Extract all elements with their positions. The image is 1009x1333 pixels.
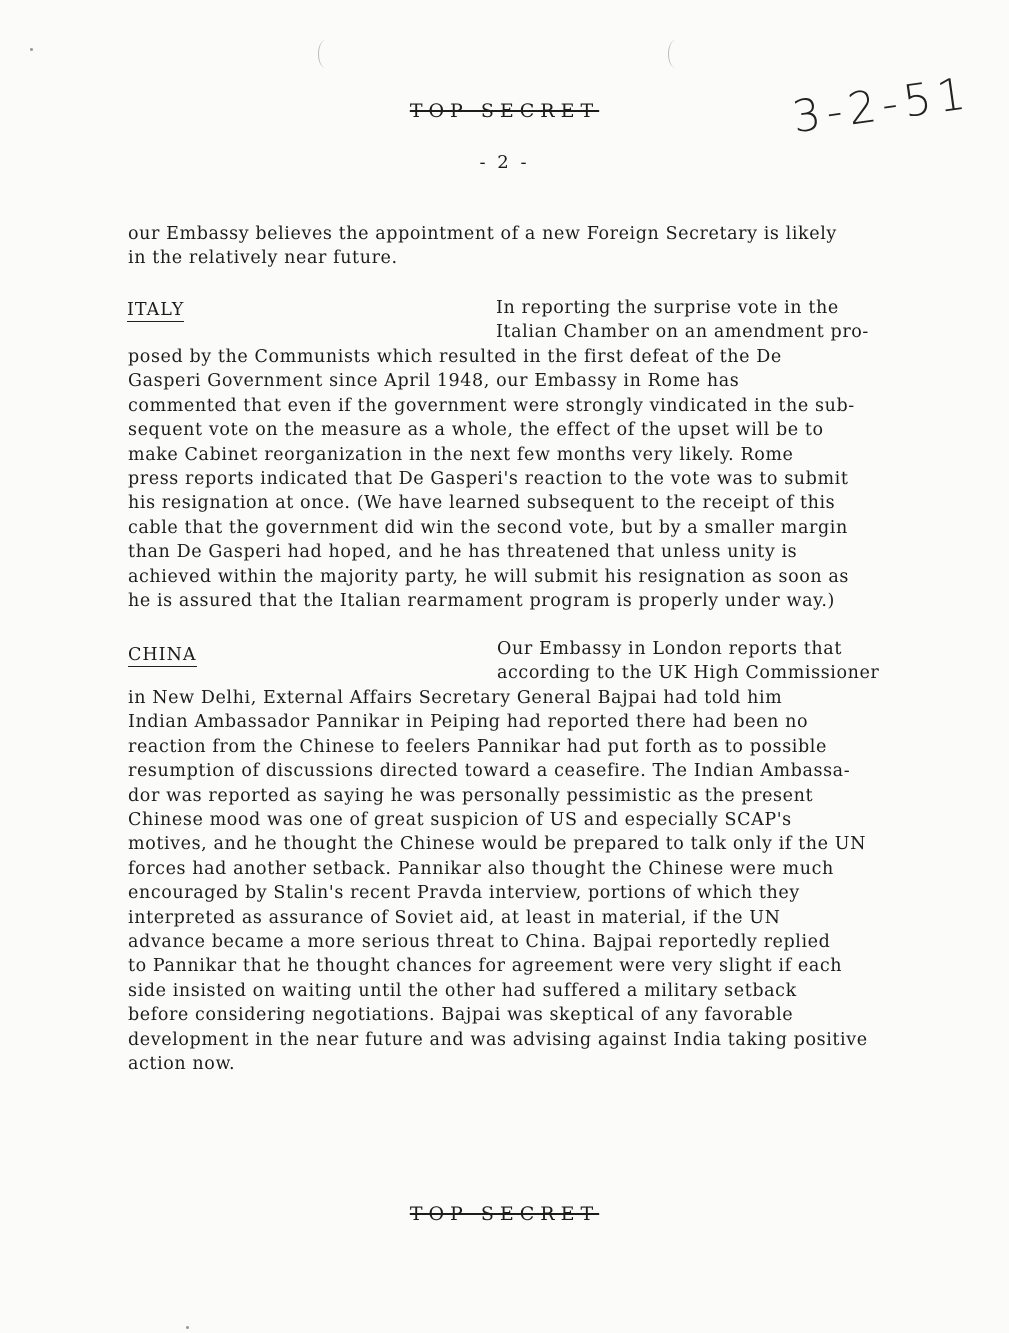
text-line: in New Delhi, External Affairs Secretary General Bajpai had told him [128,688,783,708]
text-line: Gasperi Government since April 1948, our Embassy in Rome has [128,371,740,392]
text-line: encouraged by Stalin's recent Pravda interview, portions of which they [128,883,800,904]
text-line: Indian Ambassador Pannikar in Peiping had reported there had been no [128,712,809,733]
page-number: - 2 - [479,152,530,173]
text-line: Chinese mood was one of great suspicion of US and especially SCAP's [128,810,792,831]
handwritten-date: 3-2-51 [789,67,975,144]
text-line: achieved within the majority party, he will submit his resignation as soon as [128,566,850,587]
text-line: before considering negotiations. Bajpai was skeptical of any favorable [128,1005,794,1026]
text-line: make Cabinet reorganization in the next few months very likely. Rome [128,444,794,465]
text-line: according to the UK High Commissioner [497,663,880,684]
text-line: commented that even if the government were strongly vindicated in the sub- [128,395,855,416]
text-line: side insisted on waiting until the other had suffered a military setback [128,980,797,1001]
text-line: posed by the Communists which resulted in the first defeat of the De [128,347,782,367]
classification-top: TOP SECRET [409,100,600,122]
scan-speck [30,48,33,51]
text-line: reaction from the Chinese to feelers Pannikar had put forth as to possible [128,736,827,757]
text-line: our Embassy believes the appointment of a new Foreign Secretary is likely [128,224,837,244]
text-line: interpreted as assurance of Soviet aid, at least in material, if the UN [128,907,781,928]
text-line: advance became a more serious threat to China. Bajpai reportedly replied [128,932,831,953]
section-heading-italy: ITALY [127,300,185,320]
text-line: sequent vote on the measure as a whole, the effect of the upset will be to [128,420,824,441]
scan-speck [186,1326,189,1329]
text-line: press reports indicated that De Gasperi's reaction to the vote was to submit [128,469,849,490]
text-line: than De Gasperi had hoped, and he has threatened that unless unity is [128,542,798,563]
china-paragraph-body [128,686,868,1077]
italy-paragraph-indent [496,296,869,345]
section-heading-china: CHINA [128,645,197,665]
text-line: motives, and he thought the Chinese would be prepared to talk only if the UN [128,834,867,855]
text-line: to Pannikar that he thought chances for agreement were very slight if each [128,956,843,977]
text-line: Italian Chamber on an amendment pro- [496,322,869,343]
text-line: development in the near future and was advising against India taking positive [128,1029,868,1050]
text-line: he is assured that the Italian rearmament program is properly under way.) [128,591,835,612]
classification-bottom: TOP SECRET [409,1203,600,1225]
intro-paragraph [128,222,837,271]
text-line: In reporting the surprise vote in the [496,298,839,318]
text-line: his resignation at once. (We have learned subsequent to the receipt of this [128,493,836,514]
text-line: cable that the government did win the second vote, but by a smaller margin [128,517,848,538]
punch-hole-mark [318,40,333,68]
text-line: action now. [128,1054,236,1075]
china-paragraph-indent [497,637,879,686]
punch-hole-mark [668,40,683,68]
text-line: Our Embassy in London reports that [497,639,842,659]
text-line: in the relatively near future. [128,248,398,269]
text-line: resumption of discussions directed toward a ceasefire. The Indian Ambassa- [128,761,851,782]
text-line: forces had another setback. Pannikar also thought the Chinese were much [128,858,834,879]
italy-paragraph-body [128,345,855,613]
text-line: dor was reported as saying he was personally pessimistic as the present [128,785,814,806]
